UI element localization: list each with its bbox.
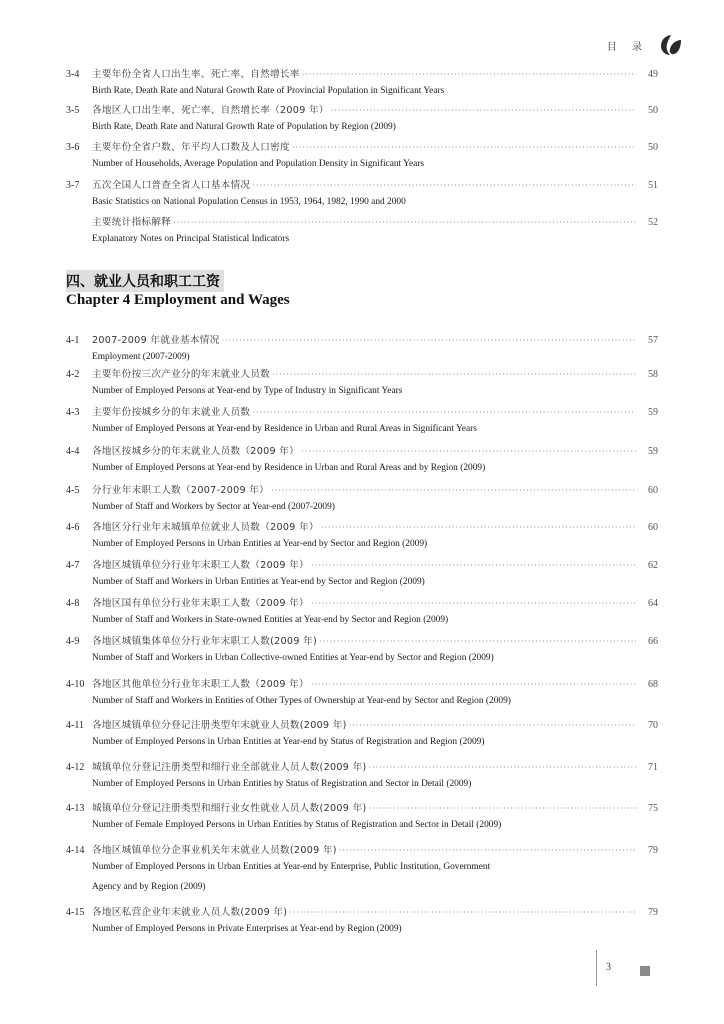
- toc-entry-title-en: Number of Staff and Workers in Entities of Other Types of Ownership at Year-end by Sector and Region (2009): [92, 696, 511, 706]
- toc-entry-title-cn: 各地区按城乡分的年末就业人员数（2009 年）: [92, 446, 300, 457]
- toc-entry[interactable]: [66, 519, 658, 535]
- dot-leader: [319, 637, 636, 646]
- toc-entry[interactable]: [66, 800, 658, 816]
- toc-entry-title-en: Number of Employed Persons in Urban Entities at Year-end by Sector and Region (2009): [92, 539, 428, 549]
- toc-entry-title-en: Number of Households, Average Population and Population Density in Significant Years: [92, 159, 425, 169]
- toc-entry-title-en: Explanatory Notes on Principal Statistical Indicators: [92, 234, 290, 244]
- toc-entry[interactable]: [66, 102, 658, 118]
- toc-entry-title-cn: 分行业年末职工人数（2007-2009 年）: [92, 485, 270, 496]
- toc-entry-page: 66: [648, 636, 658, 647]
- dot-leader: [222, 336, 636, 345]
- toc-entry-title-cn: 各地区城镇单位分登记注册类型年末就业人员数(2009 年): [92, 720, 347, 731]
- toc-entry-title-cn: 各地区人口出生率、死亡率、自然增长率（2009 年）: [92, 105, 329, 116]
- toc-entry-title-en: Birth Rate, Death Rate and Natural Growth Rate of Population by Region (2009): [92, 122, 396, 132]
- toc-entry-title-en: Number of Staff and Workers in Urban Entities at Year-end by Sector and Region (2009): [92, 577, 425, 587]
- toc-entry-title-cn: 2007-2009 年就业基本情况: [92, 335, 220, 346]
- dot-leader: [321, 523, 636, 532]
- toc-entry[interactable]: [66, 759, 658, 775]
- toc-entry[interactable]: [66, 842, 658, 858]
- toc-entry-number: 3-5: [66, 105, 80, 116]
- toc-entry-title-en: Number of Female Employed Persons in Urban Entities by Status of Registration and Sector in Detail (2009): [92, 820, 502, 830]
- toc-entry-number: 4-6: [66, 522, 80, 533]
- toc-entry-page: 58: [648, 369, 658, 380]
- toc-entry-title-cn: 城镇单位分登记注册类型和细行业女性就业人员人数(2009 年): [92, 803, 367, 814]
- toc-entry-page: 68: [648, 679, 658, 690]
- toc-entry-number: 4-9: [66, 636, 80, 647]
- toc-entry-page: 50: [648, 105, 658, 116]
- toc-entry[interactable]: [66, 904, 658, 920]
- toc-entry[interactable]: [66, 482, 658, 498]
- toc-entry-title-cn: 各地区国有单位分行业年末职工人数（2009 年）: [92, 598, 309, 609]
- toc-entry-number: 4-15: [66, 907, 85, 918]
- toc-entry-page: 59: [648, 407, 658, 418]
- toc-entry-title-cn: 各地区分行业年末城镇单位就业人员数（2009 年）: [92, 522, 319, 533]
- toc-entry-page: 75: [648, 803, 658, 814]
- toc-entry[interactable]: [66, 676, 658, 692]
- toc-entry-title-cn: 各地区其他单位分行业年末职工人数（2009 年）: [92, 679, 309, 690]
- toc-entry-title-en: Number of Employed Persons in Urban Entities by Status of Registration and Sector in Detail (2009): [92, 779, 472, 789]
- toc-entry[interactable]: [66, 404, 658, 420]
- toc-entry-title-cn: 各地区城镇单位分行业年末职工人数（2009 年）: [92, 560, 309, 571]
- toc-entry-number: 4-2: [66, 369, 80, 380]
- dot-leader: [271, 486, 636, 495]
- toc-entry-number: 4-3: [66, 407, 80, 418]
- toc-entry-title-en: Number of Staff and Workers in State-owned Entities at Year-end by Sector and Region (2009): [92, 615, 449, 625]
- dot-leader: [369, 804, 637, 813]
- dot-leader: [339, 846, 636, 855]
- toc-entry[interactable]: [66, 139, 658, 155]
- page-number: 3: [606, 962, 611, 973]
- dot-leader: [349, 721, 636, 730]
- toc-entry-title-en: Number of Employed Persons at Year-end by Type of Industry in Significant Years: [92, 386, 403, 396]
- toc-entry-title-en: Number of Employed Persons at Year-end by Residence in Urban and Rural Areas in Significant Years: [92, 424, 477, 434]
- toc-entry[interactable]: [66, 443, 658, 459]
- toc-entry-title-cn: 主要年份全省人口出生率、死亡率、自然增长率: [92, 69, 300, 80]
- dot-leader: [292, 143, 636, 152]
- dot-leader: [311, 680, 636, 689]
- toc-entry-title-en: Number of Employed Persons in Urban Entities at Year-end by Status of Registration and Region (2009): [92, 737, 485, 747]
- toc-entry[interactable]: [66, 66, 658, 82]
- toc-entry-page: 70: [648, 720, 658, 731]
- toc-entry-number: 4-1: [66, 335, 80, 346]
- toc-entry-number: 4-7: [66, 560, 80, 571]
- toc-entry[interactable]: [66, 177, 658, 193]
- toc-entry-number: 4-11: [66, 720, 84, 731]
- toc-entry-number: 4-10: [66, 679, 85, 690]
- toc-entry-title-cn: 主要年份按三次产业分的年末就业人员数: [92, 369, 271, 380]
- dot-leader: [331, 106, 636, 115]
- toc-entry-title-cn: 各地区城镇单位分企事业机关年末就业人员数(2009 年): [92, 845, 337, 856]
- dot-leader: [272, 370, 636, 379]
- toc-entry-page: 59: [648, 446, 658, 457]
- toc-entry-title-cn: 主要年份全省户数、年平均人口数及人口密度: [92, 142, 290, 153]
- dot-leader: [311, 599, 636, 608]
- toc-entry-page: 52: [648, 217, 658, 228]
- toc-entry-number: 4-13: [66, 803, 85, 814]
- toc-entry-title-en: Number of Employed Persons in Private Enterprises at Year-end by Region (2009): [92, 924, 402, 934]
- toc-entry-number: 4-8: [66, 598, 80, 609]
- toc-entry-title-cn: 主要统计指标解释: [92, 217, 172, 228]
- chapter-title-cn: 四、就业人员和职工工资: [66, 270, 224, 292]
- dot-leader: [252, 408, 636, 417]
- toc-entry-page: 49: [648, 69, 658, 80]
- toc-entry-number: 4-4: [66, 446, 80, 457]
- footer-square-mark: [640, 966, 650, 976]
- toc-entry-number: 3-6: [66, 142, 80, 153]
- toc-entry-page: 79: [648, 845, 658, 856]
- toc-entry-title-en: Employment (2007-2009): [92, 352, 190, 362]
- toc-entry-title-en: Number of Staff and Workers in Urban Collective-owned Entities at Year-end by Sector and Region (2009): [92, 653, 494, 663]
- toc-entry-number: 4-5: [66, 485, 80, 496]
- toc-entry[interactable]: [66, 633, 658, 649]
- dot-leader: [301, 447, 636, 456]
- footer-divider: [596, 950, 597, 986]
- toc-entry-title-cn: 各地区城镇集体单位分行业年末职工人数(2009 年): [92, 636, 318, 647]
- toc-entry[interactable]: [66, 214, 658, 230]
- toc-entry-title-cn: 主要年份按城乡分的年末就业人员数: [92, 407, 251, 418]
- dot-leader: [173, 218, 636, 227]
- toc-entry-page: 71: [648, 762, 658, 773]
- toc-entry-title-en: Number of Staff and Workers by Sector at Year-end (2007-2009): [92, 502, 335, 512]
- toc-entry-page: 64: [648, 598, 658, 609]
- page-header: [607, 30, 684, 60]
- toc-entry-title-cn: 五次全国人口普查全省人口基本情况: [92, 180, 251, 191]
- dot-leader: [302, 70, 636, 79]
- toc-entry-title-en: Number of Employed Persons in Urban Entities at Year-end by Enterprise, Public Institution, Government: [92, 862, 491, 872]
- toc-entry[interactable]: [66, 717, 658, 733]
- toc-entry[interactable]: [66, 595, 658, 611]
- publisher-logo-icon: [658, 32, 684, 58]
- toc-entry[interactable]: [66, 557, 658, 573]
- toc-entry-title-en: Basic Statistics on National Population Census in 1953, 1964, 1982, 1990 and 2000: [92, 197, 406, 207]
- toc-entry-page: 60: [648, 522, 658, 533]
- toc-entry-page: 79: [648, 907, 658, 918]
- toc-entry-number: 4-14: [66, 845, 85, 856]
- dot-leader: [369, 763, 637, 772]
- chapter-title-en: Chapter 4 Employment and Wages: [66, 292, 290, 308]
- toc-entry-page: 50: [648, 142, 658, 153]
- toc-entry-title-en: Birth Rate, Death Rate and Natural Growth Rate of Provincial Population in Significant Years: [92, 86, 445, 96]
- header-label: 目 录: [606, 41, 648, 53]
- toc-entry-number: 3-7: [66, 180, 80, 191]
- toc-entry-number: 4-12: [66, 762, 85, 773]
- toc-entry-page: 60: [648, 485, 658, 496]
- dot-leader: [252, 181, 636, 190]
- toc-entry-number: 3-4: [66, 69, 80, 80]
- toc-entry-title-cn: 各地区私营企业年末就业人员人数(2009 年): [92, 907, 288, 918]
- toc-entry-page: 62: [648, 560, 658, 571]
- toc-entry-title-cn: 城镇单位分登记注册类型和细行业全部就业人员人数(2009 年): [92, 762, 367, 773]
- toc-entry-page: 57: [648, 335, 658, 346]
- toc-entry-title-en-continued: Agency and by Region (2009): [92, 882, 206, 892]
- toc-entry[interactable]: [66, 366, 658, 382]
- dot-leader: [289, 908, 636, 917]
- dot-leader: [311, 561, 636, 570]
- toc-entry-page: 51: [648, 180, 658, 191]
- toc-entry-title-en: Number of Employed Persons at Year-end by Residence in Urban and Rural Areas and by Region (2009): [92, 463, 486, 473]
- toc-entry[interactable]: [66, 332, 658, 348]
